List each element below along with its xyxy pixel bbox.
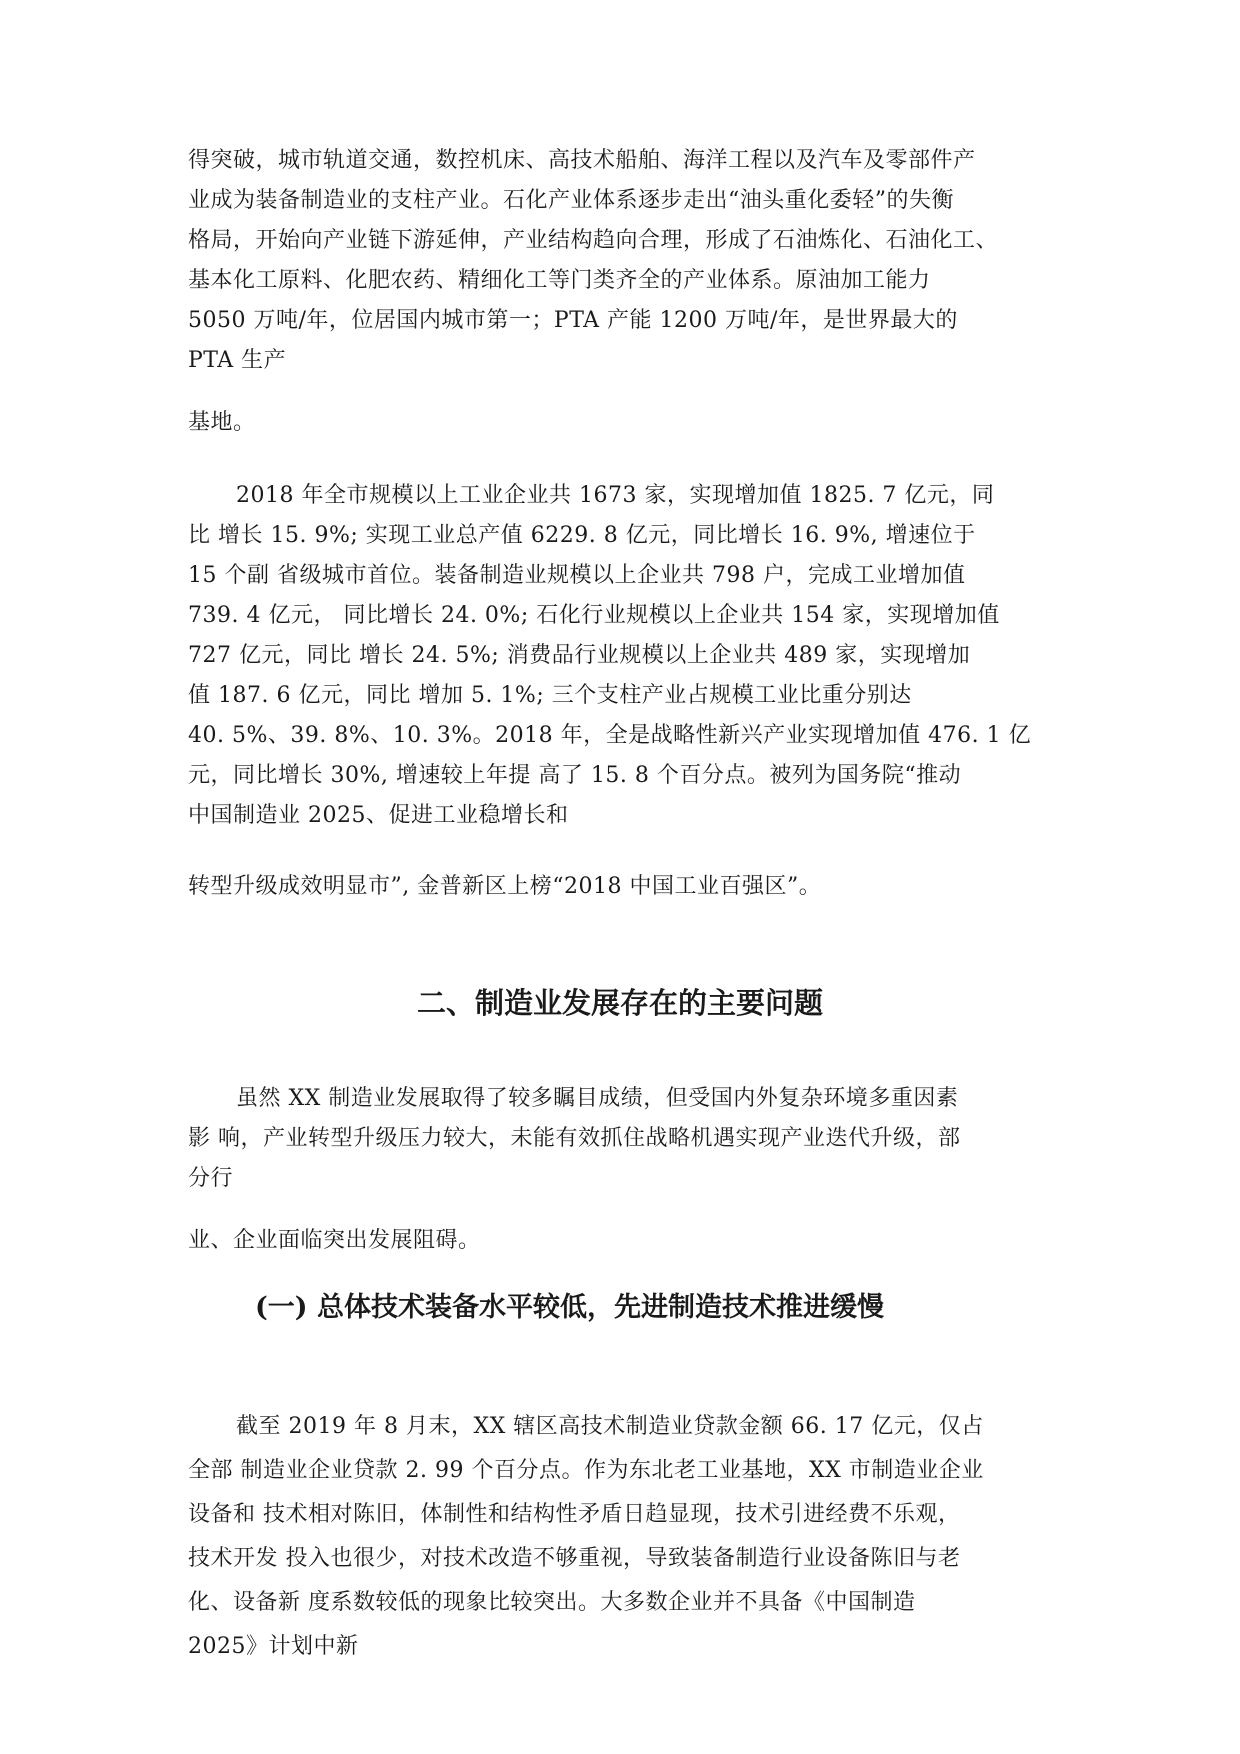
text-line: 2025》计划中新 bbox=[188, 1634, 359, 1659]
text-line: 基地。 bbox=[188, 410, 256, 435]
text-line: 15 个副 省级城市首位。装备制造业规模以上企业共 798 户，完成工业增加值 bbox=[188, 563, 966, 588]
text-line: 化、设备新 度系数较低的现象比较突出。大多数企业并不具备《中国制造 bbox=[188, 1590, 916, 1615]
section-heading: 二、制造业发展存在的主要问题 bbox=[416, 986, 823, 1020]
text-line: PTA 生产 bbox=[188, 348, 287, 373]
text-line: 业成为装备制造业的支柱产业。石化产业体系逐步走出“油头重化委轻”的失衡 bbox=[188, 188, 954, 213]
text-line: 影 响，产业转型升级压力较大，未能有效抓住战略机遇实现产业迭代升级，部 bbox=[188, 1126, 961, 1151]
subsection-heading: (一) 总体技术装备水平较低，先进制造技术推进缓慢 bbox=[255, 1292, 884, 1323]
text-line: 40. 5%、39. 8%、10. 3%。2018 年，全是战略性新兴产业实现增加值 476. 1 亿 bbox=[188, 723, 1032, 748]
text-line: 分行 bbox=[188, 1166, 234, 1191]
text-line: 得突破，城市轨道交通，数控机床、高技术船舶、海洋工程以及汽车及零部件产 bbox=[188, 148, 976, 173]
text-line: 设备和 技术相对陈旧，体制性和结构性矛盾日趋显现，技术引进经费不乐观， bbox=[188, 1502, 961, 1527]
text-line: 2018 年全市规模以上工业企业共 1673 家，实现增加值 1825. 7 亿元，同 bbox=[236, 483, 995, 508]
text-line: 比 增长 15. 9%; 实现工业总产值 6229. 8 亿元，同比增长 16. 9%, 增速位于 bbox=[188, 523, 976, 548]
text-line: 基本化工原料、化肥农药、精细化工等门类齐全的产业体系。原油加工能力 bbox=[188, 268, 931, 293]
text-line: 全部 制造业企业贷款 2. 99 个百分点。作为东北老工业基地，XX 市制造业企业 bbox=[188, 1458, 984, 1483]
text-line: 转型升级成效明显市”, 金普新区上榜“2018 中国工业百强区”。 bbox=[188, 874, 822, 899]
text-line: 5050 万吨/年，位居国内城市第一；PTA 产能 1200 万吨/年，是世界最大的 bbox=[188, 308, 958, 333]
text-line: 元，同比增长 30%, 增速较上年提 高了 15. 8 个百分点。被列为国务院“推动 bbox=[188, 763, 962, 788]
text-line: 727 亿元，同比 增长 24. 5%; 消费品行业规模以上企业共 489 家，实现增加 bbox=[188, 643, 971, 668]
text-line: 格局，开始向产业链下游延伸，产业结构趋向合理，形成了石油炼化、石油化工、 bbox=[188, 228, 999, 253]
text-line: 业、企业面临突出发展阻碍。 bbox=[188, 1228, 481, 1253]
text-line: 技术开发 投入也很少，对技术改造不够重视，导致装备制造行业设备陈旧与老 bbox=[188, 1546, 961, 1571]
text-line: 739. 4 亿元， 同比增长 24. 0%; 石化行业规模以上企业共 154 家，实现增加值 bbox=[188, 603, 1000, 628]
text-line: 虽然 XX 制造业发展取得了较多瞩目成绩，但受国内外复杂环境多重因素 bbox=[236, 1086, 959, 1111]
text-line: 值 187. 6 亿元，同比 增加 5. 1%; 三个支柱产业占规模工业比重分别达 bbox=[188, 683, 912, 708]
text-line: 截至 2019 年 8 月末，XX 辖区高技术制造业贷款金额 66. 17 亿元，仅占 bbox=[236, 1414, 984, 1439]
text-line: 中国制造业 2025、促进工业稳增长和 bbox=[188, 803, 569, 828]
